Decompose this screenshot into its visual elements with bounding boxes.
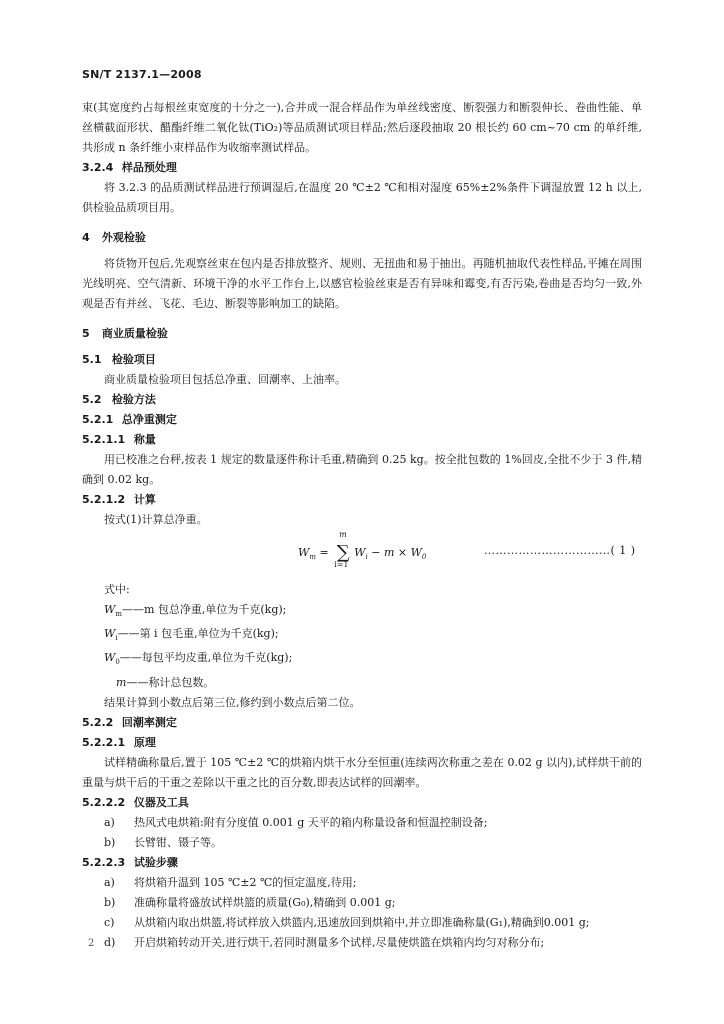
page-number: 2 xyxy=(88,938,95,949)
section-5-2-2-heading: 5.2.2 回潮率测定 xyxy=(82,715,177,729)
section-5-2-1-2-heading: 5.2.1.2 计算 xyxy=(82,493,156,506)
standard-code: SN/T 2137.1—2008 xyxy=(82,68,202,81)
continued-paragraph: 束(其宽度约占每根丝束宽度的十分之一),合并成一混合样品作为单丝线密度、断裂强力和断裂伸长、卷曲性能、单丝横截面形状、醋酯纤维二氧化钛(TiO₂)等品质测试项目样品;然后逐段抽取 20 根长约 60 cm~70 cm 的单纤维,共形成 n 条纤维小束样品作为收缩率测试样品。 xyxy=(82,101,642,154)
section-5-2-2-1-text: 试样精确称量后,置于 105 ℃±2 ℃的烘箱内烘干水分至恒重(连续两次称重之差在 0.02 g 以内),试样烘干前的重量与烘干后的干重之差除以干重之比的百分数,即表达试样的回潮率。 xyxy=(82,755,642,789)
list-item: b) 长臂钳、镊子等。 xyxy=(104,835,222,849)
section-5-1-text: 商业质量检验项目包括总净重、回潮率、上油率。 xyxy=(104,373,346,386)
section-5-2-1-2-text: 按式(1)计算总净重。 xyxy=(104,513,208,526)
equation-number: ……………………………( 1 ) xyxy=(484,544,636,557)
section-5-2-2-1-heading: 5.2.2.1 原理 xyxy=(82,735,156,749)
section-3-2-4-text: 将 3.2.3 的品质测试样品进行预调湿后,在温度 20 ℃±2 ℃和相对湿度 65%±2%条件下调湿放置 12 h 以上,供检验品质项目用。 xyxy=(82,181,642,214)
section-3-2-4-heading: 3.2.4 样品预处理 xyxy=(82,161,177,174)
section-5-2-1-1-text: 用已校准之台秤,按表 1 规定的数量逐件称计毛重,精确到 0.25 kg。按全批包数的 1%回皮,全批不少于 3 件,精确到 0.02 kg。 xyxy=(82,453,642,486)
result-note: 结果计算到小数点后第三位,修约到小数点后第二位。 xyxy=(104,695,361,709)
definition-item: m——称计总包数。 xyxy=(116,675,215,689)
where-label: 式中: xyxy=(104,583,130,596)
section-5-2-1-1-heading: 5.2.1.1 称量 xyxy=(82,433,156,446)
list-item: a) 热风式电烘箱:附有分度值 0.001 g 天平的箱内称量设备和恒温控制设备; xyxy=(104,815,488,829)
formula-1 xyxy=(82,530,642,578)
list-item: a) 将烘箱升温到 105 ℃±2 ℃的恒定温度,待用; xyxy=(104,875,357,889)
summation-symbol: m ∑ i=1 xyxy=(334,530,350,569)
list-item: d) 开启烘箱转动开关,进行烘干,若同时测量多个试样,尽量使烘篮在烘箱内均匀对称分布; xyxy=(104,935,545,949)
list-item: b) 准确称量将盛放试样烘篮的质量(G₀),精确到 0.001 g; xyxy=(104,895,396,909)
list-item: c) 从烘箱内取出烘篮,将试样放入烘篮内,迅速放回到烘箱中,并立即准确称量(G₁),精确到0.001 g; xyxy=(104,915,590,929)
section-4-text: 将货物开包后,先观察丝束在包内是否排放整齐、规则、无扭曲和易于抽出。再随机抽取代表性样品,平摊在周围光线明亮、空气清新、环境干净的水平工作台上,以感官检验丝束是否有异味和霉变,有否污染,卷曲是否均匀一致,外观是否有并丝、飞花、毛边、断裂等影响加工的缺陷。 xyxy=(82,257,642,310)
section-5-2-2-2-heading: 5.2.2.2 仪器及工具 xyxy=(82,795,189,809)
definition-item: $W_m——m$ 包总净重,单位为千克(kg); xyxy=(104,603,287,619)
variable-definitions xyxy=(82,600,642,693)
section-5-2-2-3-heading: 5.2.2.3 试验步骤 xyxy=(82,855,178,869)
section-5-heading: 5 商业质量检验 xyxy=(82,327,168,340)
definition-item: $W_i——$第 i 包毛重,单位为千克(kg); xyxy=(104,627,279,643)
document-body xyxy=(82,98,642,953)
formula-expression: $W_m$ = m ∑ i=1 $W_i - m \times W_0$ xyxy=(298,530,427,569)
section-4-heading: 4 外观检验 xyxy=(82,231,146,244)
section-5-1-heading: 5.1 检验项目 xyxy=(82,353,156,366)
definition-item: $W_0——$每包平均皮重,单位为千克(kg); xyxy=(104,651,293,667)
section-5-2-heading: 5.2 检验方法 xyxy=(82,393,156,406)
section-5-2-1-heading: 5.2.1 总净重测定 xyxy=(82,413,177,426)
